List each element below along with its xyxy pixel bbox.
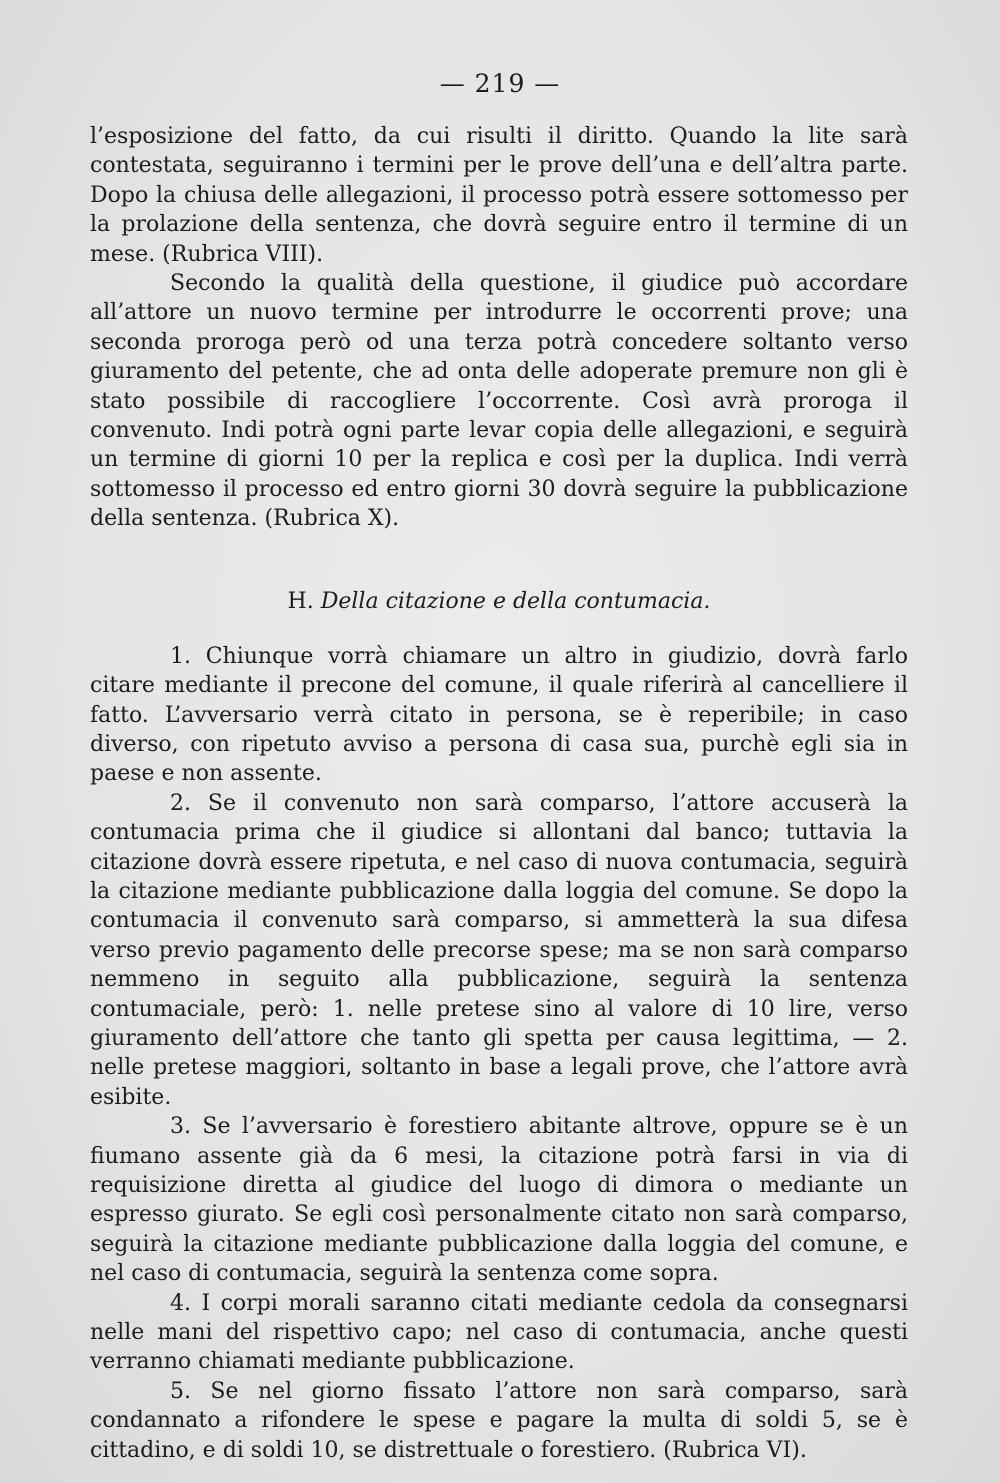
numbered-paragraph-5: 5. Se nel giorno fissato l’attore non sarà comparso, sarà condannato a rifondere le spese e pagare la multa di soldi 5, se è cittadino, e di soldi 10, se distrettuale o forestiero. (Rubrica VI).	[90, 1378, 908, 1463]
paragraph-continued: l’esposizione del fatto, da cui risulti il diritto. Quando la lite sarà contestata, seguiranno i termini per le prove dell’una e dell’altra parte. Dopo la chiusa delle allegazioni, il processo potrà essere sottomesso per la prolazione della sentenza, che dovrà seguire entro il termine di un mese. (Rubrica VIII).	[90, 124, 908, 267]
page-number: — 219 —	[439, 69, 561, 98]
section-title: Della citazione e della contumacia.	[320, 588, 711, 614]
page-body	[90, 122, 908, 1465]
numbered-paragraph-1: 1. Chiunque vorrà chiamare un altro in giudizio, dovrà farlo citare mediante il precone del comune, il quale riferirà al cancelliere il fatto. L’avversario verrà citato in persona, se è reperibile; in caso diverso, con ripetuto avviso a persona di casa sua, purchè egli sia in paese e non assente.	[90, 643, 908, 787]
section-letter: H.	[287, 588, 314, 614]
numbered-paragraph-2: 2. Se il convenuto non sarà comparso, l’attore accuserà la contumacia prima che il giudice si allontani dal banco; tuttavia la citazione dovrà essere ripetuta, e nel caso di nuova contumacia, seguirà la citazione mediante pubblicazione dalla loggia del comune. Se dopo la contumacia il convenuto sarà comparso, si ammetterà la sua difesa verso previo pagamento delle precorse spese; ma se non sarà comparso nemmeno in seguito alla pubblicazione, seguirà la sentenza contumaciale, però: 1. nelle pretese sino al valore di 10 lire, verso giuramento dell’attore che tanto gli spetta per causa legittima, — 2. nelle pretese maggiori, soltanto in base a legali prove, che l’attore avrà esibite.	[90, 790, 908, 1110]
paragraph: Secondo la qualità della questione, il giudice può accordare all’attore un nuovo termine per introdurre le occorrenti prove; una seconda proroga però od una terza potrà concedere soltanto verso giuramento del petente, che ad onta delle adoperate premure non gli è stato possibile di raccogliere l’occorrente. Così avrà proroga il convenuto. Indi potrà ogni parte levar copia delle allegazioni, e seguirà un termine di giorni 10 per la replica e così per la duplica. Indi verrà sottomesso il processo ed entro giorni 30 dovrà seguire la pubblicazione della sentenza. (Rubrica X).	[90, 271, 908, 532]
numbered-paragraph-4: 4. I corpi morali saranno citati mediante cedola da consegnarsi nelle mani del rispettivo capo; nel caso di contumacia, anche questi verranno chiamati mediante pubblicazione.	[90, 1290, 908, 1375]
numbered-paragraph-3: 3. Se l’avversario è forestiero abitante altrove, oppure se è un fiumano assente già da 6 mesi, la citazione potrà farsi in via di requisizione diretta al giudice del luogo di dimora o mediante un espresso giurato. Se egli così personalmente citato non sarà comparso, seguirà la citazione mediante pubblicazione dalla loggia del comune, e nel caso di contumacia, seguirà la sentenza come sopra.	[90, 1114, 908, 1287]
section-heading	[90, 586, 908, 618]
